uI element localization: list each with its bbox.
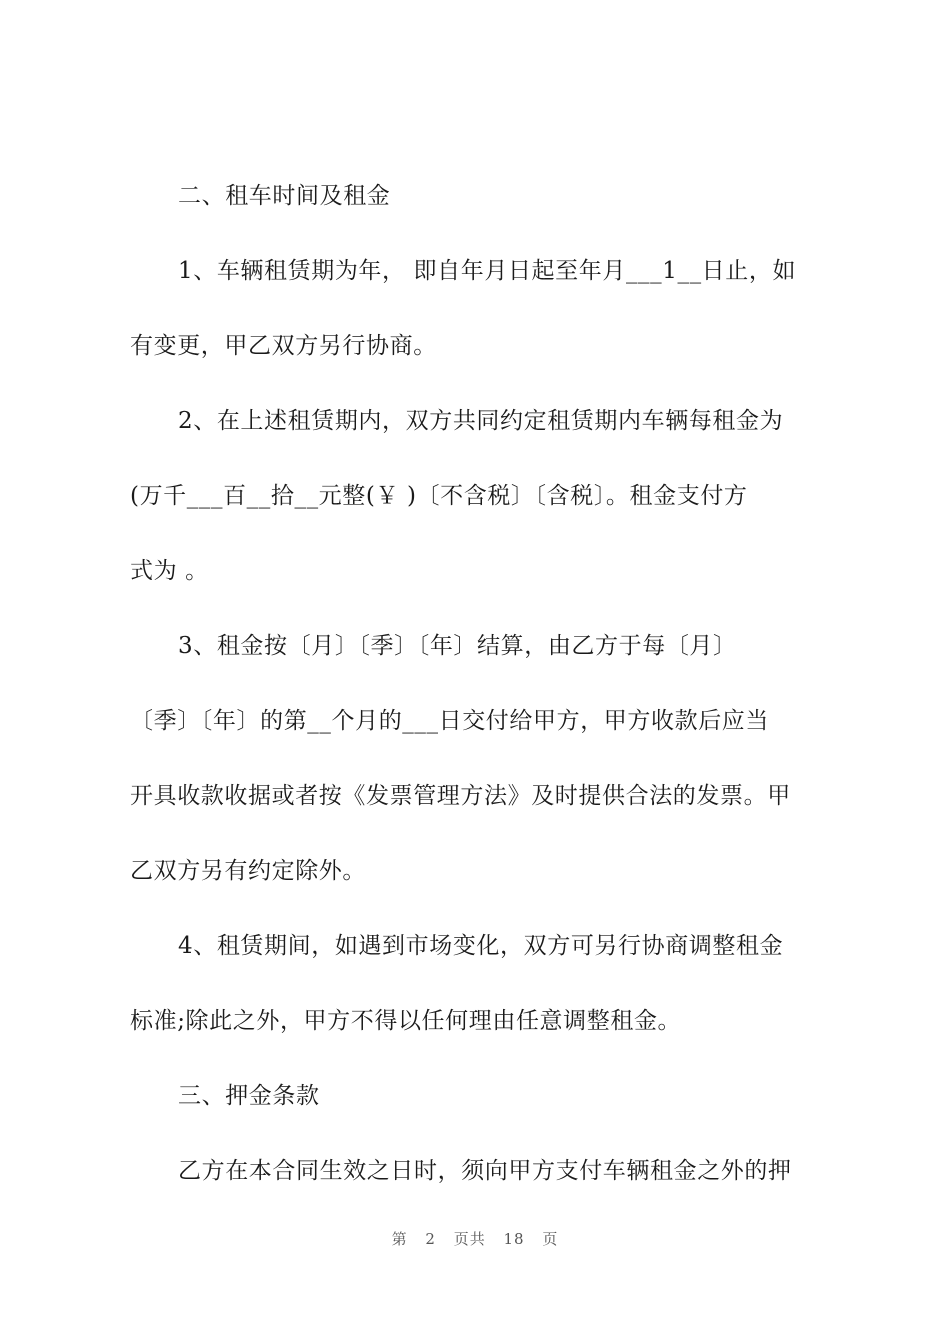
paragraph-line: 标准;除此之外，甲方不得以任何理由任意调整租金。	[130, 1008, 682, 1034]
section-heading-deposit: 三、押金条款	[178, 1083, 320, 1109]
paragraph-line: 有变更，甲乙双方另行协商。	[130, 333, 437, 359]
section-heading-rental-time: 二、租车时间及租金	[178, 183, 391, 209]
paragraph-line: 4、租赁期间，如遇到市场变化，双方可另行协商调整租金	[178, 933, 784, 959]
paragraph-line: 乙双方另有约定除外。	[130, 858, 366, 884]
page-footer	[0, 1228, 950, 1249]
paragraph-line: 1、车辆租赁期为年， 即自年月日起至年月___1__日止，如	[178, 258, 797, 284]
paragraph-line: 3、租金按〔月〕〔季〕〔年〕结算，由乙方于每〔月〕	[178, 633, 737, 659]
paragraph-line: 式为 。	[130, 558, 209, 584]
paragraph-line: 开具收款收据或者按《发票管理方法》及时提供合法的发票。甲	[130, 783, 791, 809]
footer-middle: 页共	[453, 1230, 486, 1248]
footer-prefix: 第	[391, 1230, 408, 1248]
paragraph-line: 〔季〕〔年〕的第__个月的___日交付给甲方，甲方收款后应当	[130, 708, 769, 734]
footer-suffix: 页	[542, 1230, 559, 1248]
paragraph-line: 2、在上述租赁期内，双方共同约定租赁期内车辆每租金为	[178, 408, 784, 434]
paragraph-line: (万千___百__拾__元整(￥ )〔不含税〕〔含税〕。租金支付方	[130, 483, 748, 509]
paragraph-line: 乙方在本合同生效之日时，须向甲方支付车辆租金之外的押	[178, 1158, 792, 1184]
footer-total-pages: 18	[503, 1230, 525, 1248]
footer-page-number: 2	[425, 1230, 436, 1248]
